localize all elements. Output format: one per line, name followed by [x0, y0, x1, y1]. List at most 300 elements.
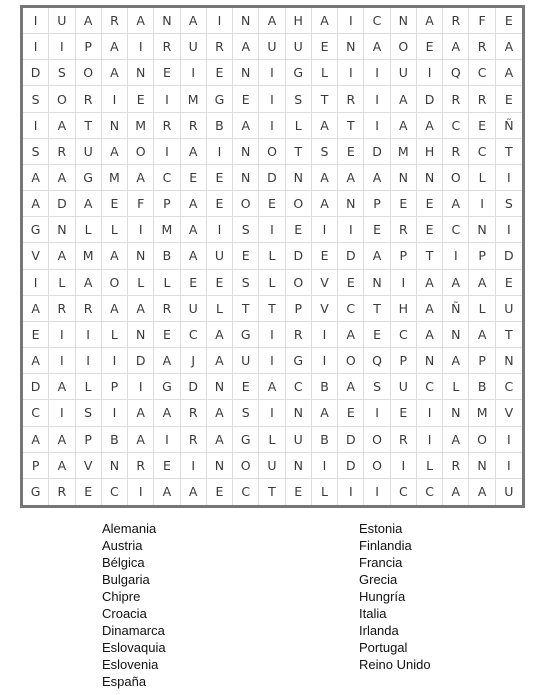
grid-cell[interactable]: A — [128, 400, 154, 426]
grid-cell[interactable]: I — [364, 113, 390, 139]
grid-cell[interactable]: A — [49, 427, 75, 453]
grid-cell[interactable]: N — [469, 453, 495, 479]
grid-cell[interactable]: C — [102, 479, 128, 505]
grid-cell[interactable]: U — [233, 348, 259, 374]
grid-cell[interactable]: I — [364, 60, 390, 86]
grid-cell[interactable]: E — [469, 113, 495, 139]
grid-cell[interactable]: O — [338, 348, 364, 374]
grid-cell[interactable]: N — [496, 348, 522, 374]
grid-cell[interactable]: I — [154, 139, 180, 165]
grid-cell[interactable]: E — [154, 60, 180, 86]
grid-cell[interactable]: P — [286, 296, 312, 322]
grid-cell[interactable]: G — [233, 322, 259, 348]
grid-cell[interactable]: E — [102, 191, 128, 217]
grid-cell[interactable]: I — [364, 400, 390, 426]
grid-cell[interactable]: R — [128, 453, 154, 479]
grid-cell[interactable]: D — [496, 243, 522, 269]
grid-cell[interactable]: A — [181, 8, 207, 34]
grid-cell[interactable]: I — [259, 113, 285, 139]
grid-cell[interactable]: I — [338, 60, 364, 86]
grid-cell[interactable]: R — [49, 139, 75, 165]
grid-cell[interactable]: G — [154, 374, 180, 400]
grid-cell[interactable]: I — [259, 60, 285, 86]
grid-cell[interactable]: A — [259, 8, 285, 34]
grid-cell[interactable]: D — [49, 191, 75, 217]
grid-cell[interactable]: Q — [364, 348, 390, 374]
grid-cell[interactable]: L — [259, 427, 285, 453]
grid-cell[interactable]: U — [76, 139, 102, 165]
grid-cell[interactable]: D — [338, 243, 364, 269]
grid-cell[interactable]: Ñ — [443, 296, 469, 322]
grid-cell[interactable]: I — [207, 217, 233, 243]
grid-cell[interactable]: O — [469, 427, 495, 453]
grid-cell[interactable]: A — [128, 165, 154, 191]
grid-cell[interactable]: A — [181, 139, 207, 165]
grid-cell[interactable]: I — [259, 400, 285, 426]
grid-cell[interactable]: N — [233, 8, 259, 34]
grid-cell[interactable]: I — [49, 400, 75, 426]
grid-cell[interactable]: A — [154, 400, 180, 426]
grid-cell[interactable]: S — [286, 86, 312, 112]
grid-cell[interactable]: A — [102, 34, 128, 60]
grid-cell[interactable]: N — [128, 243, 154, 269]
grid-cell[interactable]: V — [312, 296, 338, 322]
grid-cell[interactable]: I — [312, 348, 338, 374]
grid-cell[interactable]: T — [417, 243, 443, 269]
grid-cell[interactable]: I — [259, 322, 285, 348]
grid-cell[interactable]: I — [128, 34, 154, 60]
grid-cell[interactable]: R — [469, 34, 495, 60]
grid-cell[interactable]: T — [496, 139, 522, 165]
grid-cell[interactable]: C — [417, 374, 443, 400]
grid-cell[interactable]: A — [364, 243, 390, 269]
grid-cell[interactable]: B — [312, 427, 338, 453]
grid-cell[interactable]: U — [391, 374, 417, 400]
grid-cell[interactable]: P — [23, 453, 49, 479]
grid-cell[interactable]: E — [23, 322, 49, 348]
grid-cell[interactable]: I — [23, 270, 49, 296]
grid-cell[interactable]: C — [469, 139, 495, 165]
grid-cell[interactable]: I — [312, 322, 338, 348]
grid-cell[interactable]: D — [181, 374, 207, 400]
grid-cell[interactable]: R — [207, 34, 233, 60]
grid-cell[interactable]: I — [207, 8, 233, 34]
grid-cell[interactable]: I — [76, 322, 102, 348]
grid-cell[interactable]: A — [76, 191, 102, 217]
grid-cell[interactable]: R — [443, 86, 469, 112]
grid-cell[interactable]: N — [102, 453, 128, 479]
grid-cell[interactable]: E — [338, 270, 364, 296]
grid-cell[interactable]: A — [23, 165, 49, 191]
grid-cell[interactable]: A — [76, 270, 102, 296]
grid-cell[interactable]: A — [417, 8, 443, 34]
grid-cell[interactable]: S — [23, 139, 49, 165]
grid-cell[interactable]: O — [76, 60, 102, 86]
grid-cell[interactable]: B — [312, 374, 338, 400]
grid-cell[interactable]: N — [233, 165, 259, 191]
grid-cell[interactable]: I — [417, 60, 443, 86]
grid-cell[interactable]: M — [76, 243, 102, 269]
grid-cell[interactable]: L — [49, 270, 75, 296]
grid-cell[interactable]: I — [312, 453, 338, 479]
grid-cell[interactable]: S — [312, 139, 338, 165]
grid-cell[interactable]: C — [23, 400, 49, 426]
grid-cell[interactable]: C — [154, 165, 180, 191]
grid-cell[interactable]: R — [154, 34, 180, 60]
grid-cell[interactable]: E — [286, 217, 312, 243]
grid-cell[interactable]: I — [443, 243, 469, 269]
grid-cell[interactable]: S — [496, 191, 522, 217]
grid-cell[interactable]: A — [338, 165, 364, 191]
grid-cell[interactable]: D — [417, 86, 443, 112]
grid-cell[interactable]: E — [154, 453, 180, 479]
grid-cell[interactable]: A — [49, 453, 75, 479]
grid-cell[interactable]: V — [23, 243, 49, 269]
grid-cell[interactable]: T — [312, 86, 338, 112]
grid-cell[interactable]: N — [154, 8, 180, 34]
grid-cell[interactable]: P — [469, 243, 495, 269]
grid-cell[interactable]: I — [259, 348, 285, 374]
grid-cell[interactable]: A — [233, 113, 259, 139]
grid-cell[interactable]: T — [259, 479, 285, 505]
grid-cell[interactable]: S — [233, 270, 259, 296]
grid-cell[interactable]: A — [338, 374, 364, 400]
grid-cell[interactable]: A — [181, 243, 207, 269]
grid-cell[interactable]: V — [76, 453, 102, 479]
grid-cell[interactable]: A — [312, 165, 338, 191]
grid-cell[interactable]: F — [469, 8, 495, 34]
grid-cell[interactable]: R — [338, 86, 364, 112]
grid-cell[interactable]: R — [286, 322, 312, 348]
grid-cell[interactable]: A — [417, 322, 443, 348]
grid-cell[interactable]: R — [469, 86, 495, 112]
grid-cell[interactable]: R — [391, 217, 417, 243]
grid-cell[interactable]: E — [364, 217, 390, 243]
grid-cell[interactable]: A — [23, 348, 49, 374]
grid-cell[interactable]: E — [207, 270, 233, 296]
grid-cell[interactable]: A — [233, 34, 259, 60]
grid-cell[interactable]: R — [181, 113, 207, 139]
grid-cell[interactable]: N — [443, 322, 469, 348]
grid-cell[interactable]: H — [417, 139, 443, 165]
grid-cell[interactable]: R — [49, 296, 75, 322]
grid-cell[interactable]: N — [207, 453, 233, 479]
grid-cell[interactable]: L — [102, 322, 128, 348]
grid-cell[interactable]: A — [312, 400, 338, 426]
grid-cell[interactable]: I — [364, 86, 390, 112]
grid-cell[interactable]: N — [128, 60, 154, 86]
grid-cell[interactable]: N — [233, 60, 259, 86]
grid-cell[interactable]: R — [49, 479, 75, 505]
grid-cell[interactable]: R — [76, 86, 102, 112]
grid-cell[interactable]: A — [102, 60, 128, 86]
grid-cell[interactable]: E — [312, 243, 338, 269]
grid-cell[interactable]: I — [417, 400, 443, 426]
grid-cell[interactable]: I — [102, 400, 128, 426]
grid-cell[interactable]: U — [181, 34, 207, 60]
grid-cell[interactable]: P — [154, 191, 180, 217]
grid-cell[interactable]: A — [102, 296, 128, 322]
grid-cell[interactable]: V — [496, 400, 522, 426]
grid-cell[interactable]: A — [259, 374, 285, 400]
grid-cell[interactable]: N — [286, 400, 312, 426]
grid-cell[interactable]: A — [181, 191, 207, 217]
grid-cell[interactable]: A — [312, 8, 338, 34]
grid-cell[interactable]: G — [207, 86, 233, 112]
grid-cell[interactable]: A — [364, 34, 390, 60]
grid-cell[interactable]: R — [102, 8, 128, 34]
grid-cell[interactable]: I — [259, 217, 285, 243]
grid-cell[interactable]: C — [443, 217, 469, 243]
grid-cell[interactable]: U — [286, 427, 312, 453]
grid-cell[interactable]: P — [391, 348, 417, 374]
grid-cell[interactable]: L — [259, 270, 285, 296]
grid-cell[interactable]: U — [207, 243, 233, 269]
grid-cell[interactable]: I — [259, 86, 285, 112]
grid-cell[interactable]: I — [181, 60, 207, 86]
grid-cell[interactable]: C — [496, 374, 522, 400]
grid-cell[interactable]: T — [76, 113, 102, 139]
grid-cell[interactable]: N — [364, 270, 390, 296]
grid-cell[interactable]: I — [496, 217, 522, 243]
grid-cell[interactable]: I — [23, 113, 49, 139]
grid-cell[interactable]: A — [207, 427, 233, 453]
grid-cell[interactable]: A — [76, 8, 102, 34]
grid-cell[interactable]: L — [259, 243, 285, 269]
grid-cell[interactable]: I — [49, 34, 75, 60]
grid-cell[interactable]: A — [443, 427, 469, 453]
grid-cell[interactable]: A — [417, 113, 443, 139]
grid-cell[interactable]: G — [23, 479, 49, 505]
grid-cell[interactable]: N — [207, 374, 233, 400]
grid-cell[interactable]: I — [128, 217, 154, 243]
grid-cell[interactable]: L — [417, 453, 443, 479]
grid-cell[interactable]: A — [207, 348, 233, 374]
grid-cell[interactable]: T — [364, 296, 390, 322]
grid-cell[interactable]: T — [233, 296, 259, 322]
grid-cell[interactable]: R — [443, 8, 469, 34]
grid-cell[interactable]: A — [181, 479, 207, 505]
grid-cell[interactable]: G — [286, 348, 312, 374]
grid-cell[interactable]: E — [312, 34, 338, 60]
grid-cell[interactable]: N — [102, 113, 128, 139]
grid-cell[interactable]: M — [469, 400, 495, 426]
grid-cell[interactable]: R — [443, 453, 469, 479]
grid-cell[interactable]: O — [233, 453, 259, 479]
grid-cell[interactable]: A — [364, 165, 390, 191]
grid-cell[interactable]: I — [496, 165, 522, 191]
grid-cell[interactable]: I — [23, 8, 49, 34]
grid-cell[interactable]: Q — [443, 60, 469, 86]
grid-cell[interactable]: M — [102, 165, 128, 191]
grid-cell[interactable]: C — [338, 296, 364, 322]
grid-cell[interactable]: L — [76, 374, 102, 400]
grid-cell[interactable]: O — [364, 453, 390, 479]
grid-cell[interactable]: E — [364, 322, 390, 348]
grid-cell[interactable]: R — [154, 296, 180, 322]
grid-cell[interactable]: C — [417, 479, 443, 505]
grid-cell[interactable]: M — [181, 86, 207, 112]
grid-cell[interactable]: R — [181, 427, 207, 453]
grid-cell[interactable]: G — [76, 165, 102, 191]
grid-cell[interactable]: A — [443, 479, 469, 505]
grid-cell[interactable]: L — [128, 270, 154, 296]
grid-cell[interactable]: A — [128, 8, 154, 34]
grid-cell[interactable]: V — [312, 270, 338, 296]
grid-cell[interactable]: T — [338, 113, 364, 139]
grid-cell[interactable]: N — [391, 165, 417, 191]
grid-cell[interactable]: B — [469, 374, 495, 400]
grid-cell[interactable]: I — [181, 453, 207, 479]
grid-cell[interactable]: I — [496, 427, 522, 453]
grid-cell[interactable]: N — [286, 165, 312, 191]
grid-cell[interactable]: S — [233, 400, 259, 426]
grid-cell[interactable]: I — [338, 8, 364, 34]
grid-cell[interactable]: I — [391, 453, 417, 479]
grid-cell[interactable]: U — [259, 453, 285, 479]
grid-cell[interactable]: R — [181, 400, 207, 426]
grid-cell[interactable]: C — [233, 479, 259, 505]
grid-cell[interactable]: U — [49, 8, 75, 34]
grid-cell[interactable]: P — [102, 374, 128, 400]
grid-cell[interactable]: R — [443, 139, 469, 165]
grid-cell[interactable]: C — [286, 374, 312, 400]
grid-cell[interactable]: M — [154, 217, 180, 243]
grid-cell[interactable]: A — [312, 191, 338, 217]
grid-cell[interactable]: L — [76, 217, 102, 243]
grid-cell[interactable]: J — [181, 348, 207, 374]
grid-cell[interactable]: U — [259, 34, 285, 60]
grid-cell[interactable]: G — [23, 217, 49, 243]
grid-cell[interactable]: R — [154, 113, 180, 139]
grid-cell[interactable]: E — [286, 479, 312, 505]
grid-cell[interactable]: I — [364, 479, 390, 505]
grid-cell[interactable]: U — [496, 296, 522, 322]
grid-cell[interactable]: E — [417, 34, 443, 60]
grid-cell[interactable]: A — [49, 165, 75, 191]
grid-cell[interactable]: O — [443, 165, 469, 191]
grid-cell[interactable]: A — [49, 113, 75, 139]
grid-cell[interactable]: L — [207, 296, 233, 322]
grid-cell[interactable]: S — [233, 217, 259, 243]
grid-cell[interactable]: A — [181, 217, 207, 243]
grid-cell[interactable]: A — [391, 86, 417, 112]
grid-cell[interactable]: T — [496, 322, 522, 348]
grid-cell[interactable]: O — [49, 86, 75, 112]
grid-cell[interactable]: N — [338, 191, 364, 217]
grid-cell[interactable]: N — [443, 400, 469, 426]
grid-cell[interactable]: P — [469, 348, 495, 374]
grid-cell[interactable]: I — [469, 191, 495, 217]
grid-cell[interactable]: L — [469, 165, 495, 191]
grid-cell[interactable]: U — [181, 296, 207, 322]
grid-cell[interactable]: O — [286, 270, 312, 296]
grid-cell[interactable]: I — [338, 479, 364, 505]
grid-cell[interactable]: D — [23, 374, 49, 400]
grid-cell[interactable]: N — [286, 453, 312, 479]
grid-cell[interactable]: I — [49, 322, 75, 348]
grid-cell[interactable]: A — [469, 322, 495, 348]
grid-cell[interactable]: O — [128, 139, 154, 165]
grid-cell[interactable]: I — [76, 348, 102, 374]
grid-cell[interactable]: A — [102, 243, 128, 269]
grid-cell[interactable]: I — [312, 217, 338, 243]
grid-cell[interactable]: E — [338, 400, 364, 426]
grid-cell[interactable]: N — [469, 217, 495, 243]
grid-cell[interactable]: A — [312, 113, 338, 139]
grid-cell[interactable]: E — [259, 191, 285, 217]
grid-cell[interactable]: N — [233, 139, 259, 165]
grid-cell[interactable]: O — [233, 191, 259, 217]
grid-cell[interactable]: O — [259, 139, 285, 165]
grid-cell[interactable]: B — [102, 427, 128, 453]
grid-cell[interactable]: N — [391, 8, 417, 34]
grid-cell[interactable]: I — [338, 217, 364, 243]
grid-cell[interactable]: E — [391, 191, 417, 217]
grid-cell[interactable]: E — [207, 165, 233, 191]
grid-cell[interactable]: D — [128, 348, 154, 374]
grid-cell[interactable]: E — [417, 217, 443, 243]
grid-cell[interactable]: D — [338, 453, 364, 479]
grid-cell[interactable]: Ñ — [496, 113, 522, 139]
grid-cell[interactable]: I — [128, 479, 154, 505]
grid-cell[interactable]: A — [207, 322, 233, 348]
grid-cell[interactable]: I — [128, 374, 154, 400]
grid-cell[interactable]: T — [259, 296, 285, 322]
grid-cell[interactable]: G — [233, 427, 259, 453]
grid-cell[interactable]: A — [154, 348, 180, 374]
grid-cell[interactable]: A — [154, 479, 180, 505]
grid-cell[interactable]: L — [286, 113, 312, 139]
grid-cell[interactable]: A — [443, 348, 469, 374]
grid-cell[interactable]: U — [286, 34, 312, 60]
grid-cell[interactable]: N — [49, 217, 75, 243]
grid-cell[interactable]: I — [102, 86, 128, 112]
grid-cell[interactable]: T — [286, 139, 312, 165]
grid-cell[interactable]: C — [469, 60, 495, 86]
grid-cell[interactable]: B — [154, 243, 180, 269]
grid-cell[interactable]: A — [49, 243, 75, 269]
grid-cell[interactable]: E — [417, 191, 443, 217]
grid-cell[interactable]: I — [102, 348, 128, 374]
grid-cell[interactable]: A — [417, 270, 443, 296]
grid-cell[interactable]: O — [364, 427, 390, 453]
grid-cell[interactable]: A — [49, 374, 75, 400]
grid-cell[interactable]: A — [23, 191, 49, 217]
grid-cell[interactable]: E — [233, 374, 259, 400]
grid-cell[interactable]: N — [417, 348, 443, 374]
grid-cell[interactable]: D — [259, 165, 285, 191]
grid-cell[interactable]: E — [496, 86, 522, 112]
grid-cell[interactable]: E — [128, 86, 154, 112]
grid-cell[interactable]: C — [181, 322, 207, 348]
grid-cell[interactable]: C — [391, 322, 417, 348]
grid-cell[interactable]: H — [391, 296, 417, 322]
grid-cell[interactable]: I — [49, 348, 75, 374]
grid-cell[interactable]: P — [391, 243, 417, 269]
grid-cell[interactable]: E — [233, 243, 259, 269]
grid-cell[interactable]: E — [76, 479, 102, 505]
grid-cell[interactable]: M — [128, 113, 154, 139]
grid-cell[interactable]: D — [338, 427, 364, 453]
grid-cell[interactable]: E — [207, 60, 233, 86]
grid-cell[interactable]: L — [469, 296, 495, 322]
grid-cell[interactable]: N — [128, 322, 154, 348]
grid-cell[interactable]: A — [207, 400, 233, 426]
grid-cell[interactable]: I — [207, 139, 233, 165]
grid-cell[interactable]: N — [338, 34, 364, 60]
grid-cell[interactable]: E — [181, 165, 207, 191]
